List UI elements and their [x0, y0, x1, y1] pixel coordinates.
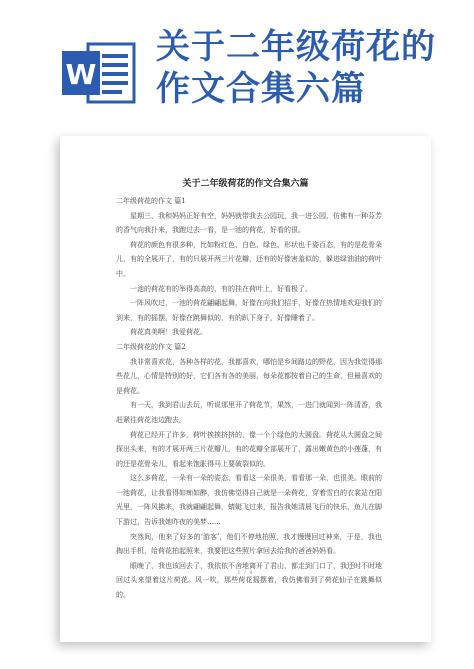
paragraph: 这么多荷花，一朵有一朵的姿态，看看这一朵很美，看看那一朵，也很美。眼前的一池荷花，让我看得如痴如醉，我仿佛觉得自己就是一朵荷花，穿着雪白的衣裳站在阳光里，一阵风拂来，我就翩翩起舞，蜻蜓飞过来，报告我她清晨飞行的快乐，鱼儿在脚下游过，告诉我她昨夜的美梦……: [116, 474, 382, 527]
banner: [0, 0, 474, 130]
word-document-icon: [60, 38, 138, 108]
document-page: [60, 136, 431, 642]
paragraph: 我非常喜欢花，各种各样的花，我都喜欢，哪怕是乡间路边的野花，因为我觉得那些花儿，心情是特别的好，它们各有各的美丽，每朵花都按着自己的生命，但最喜欢的是荷花。: [116, 357, 382, 395]
paragraph: 突然间，他来了好多的‘游客’，他们不停地拍照，我才慢慢回过神来，于是，我也掏出手机，给荷花拍起照来，我要把这些照片拿回去给我的爸爸妈妈看。: [116, 532, 382, 556]
paragraph: 一阵风吹过，一池的荷花翩翩起舞，好像在向我们招手，好像在热情地欢迎我们的到来，有的摇摆，好像在跳舞似的，有的趴下身子，好像睡着了。: [116, 299, 382, 322]
paragraph: 一池的荷花有的举得高高的，有的挂在荷叶上，好看极了。: [130, 284, 312, 293]
document-body: [116, 194, 382, 603]
paragraph: 有一天，我到君山去玩，听说那里开了荷花节，果然，一进门就闻到一阵清香，我赶紧往荷花池边跑去。: [116, 401, 382, 424]
paragraph: 荷花已经开了许多，荷叶挨挨挤挤的，像一个个绿色的大圆盘。荷花从大圆盘之间探出头来，有的才展开两三片花瓣儿，有的花瓣全部展开了，露出嫩黄色的小莲蓬，有的还是花骨朵儿，看起来饱胀得马上要破裂似的。: [116, 430, 382, 468]
banner-title: [156, 26, 466, 110]
page-indicator: 1 / 8: [237, 570, 254, 576]
document-title: 关于二年级荷花的作文合集六篇: [182, 179, 309, 189]
section-heading: 二年级荷花的作文 篇1: [116, 197, 186, 205]
banner-title-line2: 作文合集六篇: [156, 69, 366, 109]
section-heading: 二年级荷花的作文 篇2: [116, 342, 186, 351]
banner-title-line1: 关于二年级荷花的: [156, 27, 436, 67]
paragraph: 荷花的颜色有很多种，比如粉红色、白色、绿色、形状也千姿百态，有的是花骨朵儿，有的全展开了，有的只展开两三片花瓣，还有的好像害羞似的，躲进绿油油的荷叶中。: [116, 240, 382, 278]
paragraph: 星期三，我和妈妈正好有空，妈妈就带我去公园玩，我一进公园，仿佛有一种芬芳的香气向我扑来，我跑过去一看，是一池的荷花，好看的很。: [116, 211, 382, 235]
paragraph: 荷花真美啊！我爱荷花。: [130, 328, 207, 337]
word-icon-letter: W: [65, 58, 97, 91]
paragraph: 眼晚了，我也该回去了，我依依不舍地离开了君山，都走到门口了，我还时不时地回过头来望着这片荷花。风一吹，那些荷花摇摆着，我仿佛看到了荷花仙子在跳舞似的。: [116, 561, 382, 600]
